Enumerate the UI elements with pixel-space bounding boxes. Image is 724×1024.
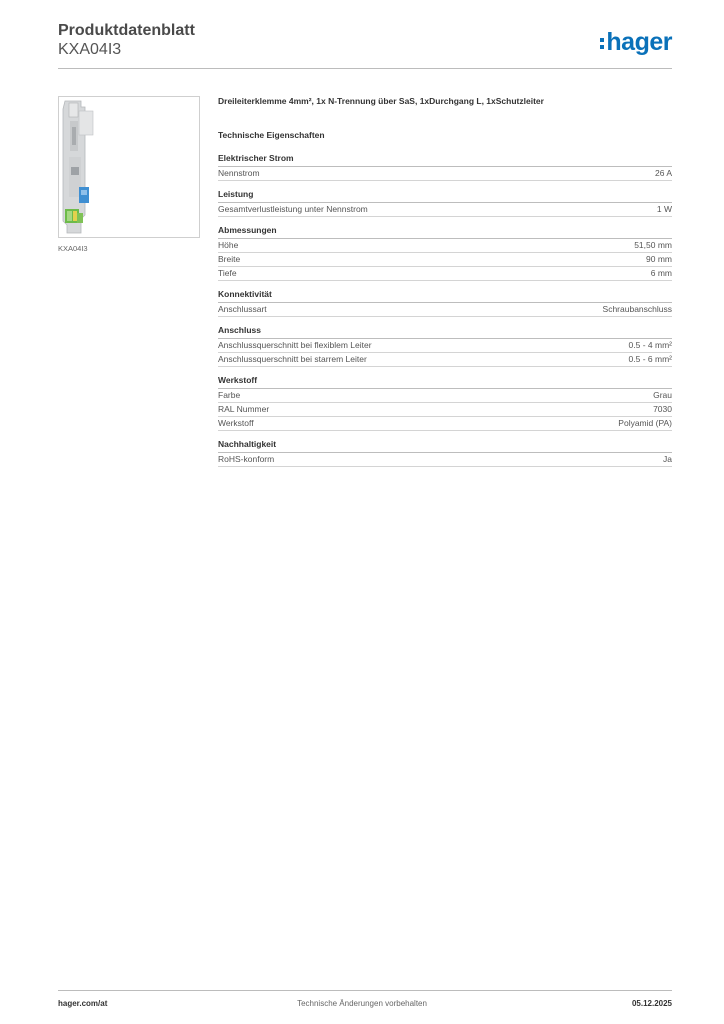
page-title: Produktdatenblatt [58,22,195,39]
product-image [58,96,200,238]
product-image-caption: KXA04I3 [58,244,88,253]
property-row [218,403,672,417]
terminal-block-icon [59,97,199,237]
property-group-title: Anschluss [218,325,672,339]
property-value: 1 W [656,204,672,214]
property-value: 0.5 - 4 mm² [628,340,672,350]
footer-website: hager.com/at [58,999,108,1008]
property-value: 6 mm [650,268,672,278]
property-label: Anschlussart [218,304,267,314]
property-groups [218,153,672,467]
logo-text: hager [606,28,672,56]
property-value: 26 A [654,168,672,178]
property-row [218,353,672,367]
property-value: 7030 [653,404,672,414]
hager-logo [600,28,672,56]
property-row [218,303,672,317]
property-label: Werkstoff [218,418,254,428]
property-group [218,153,672,181]
property-row [218,267,672,281]
property-group-title: Abmessungen [218,225,672,239]
property-group [218,439,672,467]
property-label: Höhe [218,240,239,250]
property-value: 0.5 - 6 mm² [628,354,672,364]
property-row [218,453,672,467]
property-label: RoHS-konform [218,454,275,464]
property-value: Polyamid (PA) [618,418,672,428]
property-label: Farbe [218,390,241,400]
property-group-title: Werkstoff [218,375,672,389]
property-value: 90 mm [646,254,672,264]
product-details [218,96,672,475]
property-group-title: Elektrischer Strom [218,153,672,167]
property-row [218,389,672,403]
property-label: Tiefe [218,268,237,278]
property-value: Schraubanschluss [602,304,672,314]
property-label: RAL Nummer [218,404,270,414]
property-label: Breite [218,254,241,264]
logo-dots-icon [600,38,604,49]
property-group [218,189,672,217]
header-divider [58,68,672,69]
property-group-title: Konnektivität [218,289,672,303]
property-row [218,239,672,253]
product-description: Dreileiterklemme 4mm², 1x N-Trennung über SaS, 1xDurchgang L, 1xSchutzleiter [218,96,544,106]
property-group [218,225,672,281]
product-code: KXA04I3 [58,41,122,58]
property-row [218,339,672,353]
property-label: Nennstrom [218,168,260,178]
property-row [218,203,672,217]
property-row [218,417,672,431]
property-label: Anschlussquerschnitt bei flexiblem Leiter [218,340,372,350]
property-value: 51,50 mm [634,240,672,250]
footer-note: Technische Änderungen vorbehalten [297,999,427,1008]
property-row [218,253,672,267]
property-value: Ja [663,454,672,464]
property-value: Grau [653,390,672,400]
property-group-title: Nachhaltigkeit [218,439,672,453]
property-row [218,167,672,181]
footer-divider [58,990,672,991]
property-label: Gesamtverlustleistung unter Nennstrom [218,204,368,214]
technical-properties-heading: Technische Eigenschaften [218,130,325,140]
property-label: Anschlussquerschnitt bei starrem Leiter [218,354,367,364]
property-group [218,375,672,431]
property-group [218,289,672,317]
footer-date: 05.12.2025 [631,999,672,1008]
property-group-title: Leistung [218,189,672,203]
property-group [218,325,672,367]
